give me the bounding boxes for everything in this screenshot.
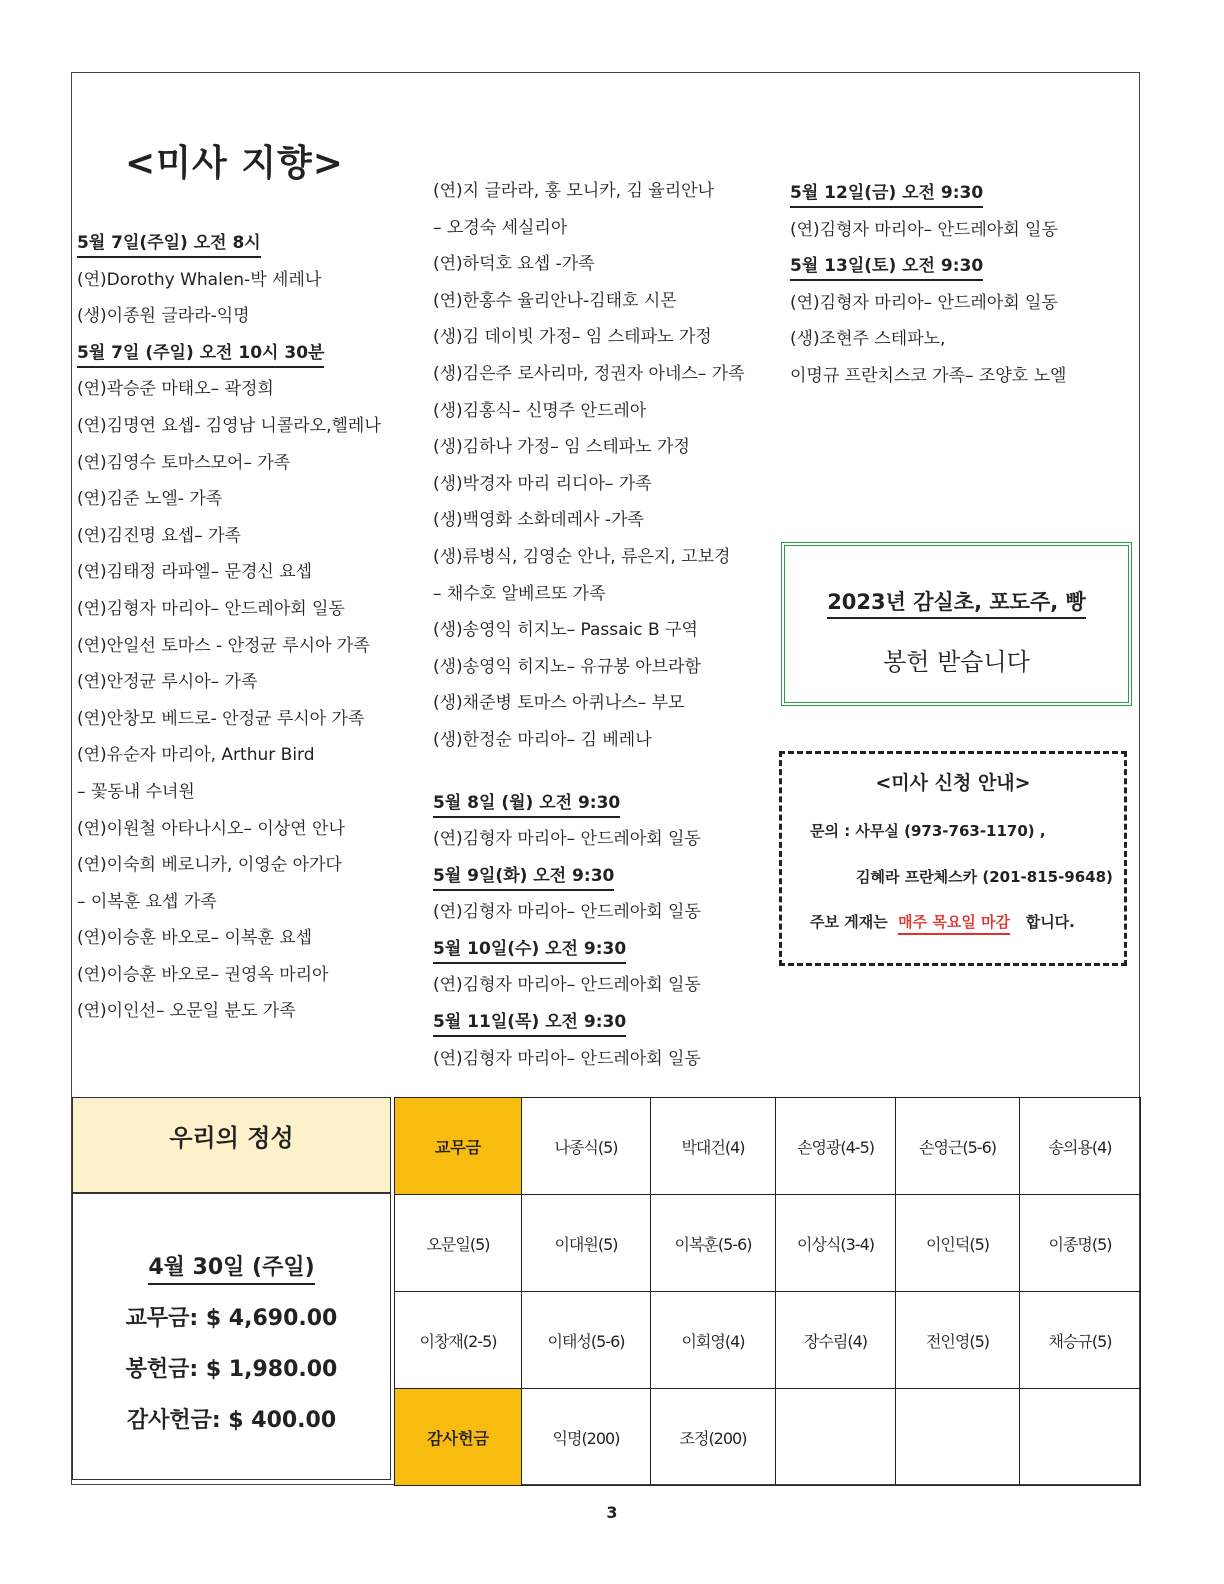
- intention-entry: (연)한홍수 율리안나-김태호 시몬: [433, 290, 677, 311]
- page-number: 3: [606, 1503, 618, 1522]
- donor-cell: 이창재(2-5): [395, 1292, 522, 1389]
- mass-time-heading-text: 5월 13일(토) 오전 9:30: [790, 256, 983, 281]
- donor-cell: 채승규(5): [1020, 1292, 1141, 1389]
- intention-entry: – 채수호 알베르또 가족: [433, 583, 606, 604]
- intention-entry: (연)안일선 토마스 - 안정균 루시아 가족: [77, 635, 370, 656]
- mass-time-heading: [77, 335, 381, 372]
- donor-row: [395, 1292, 1141, 1389]
- mass-time-heading-text: 5월 8일 (월) 오전 9:30: [433, 793, 620, 818]
- donor-cell: [776, 1389, 896, 1486]
- intention-entry: (연)안정균 루시아– 가족: [77, 672, 258, 693]
- summary-date: 4월 30일 (주일): [148, 1255, 314, 1285]
- intention-entry: (생)송영익 히지노– Passaic B 구역: [433, 620, 698, 641]
- mass-time-heading: [433, 931, 745, 968]
- intention-entry: (생)송영익 히지노– 유규봉 아브라함: [433, 656, 701, 677]
- mass-time-heading-text: 5월 7일(주일) 오전 8시: [77, 233, 261, 258]
- intentions-column-1: [77, 225, 381, 1030]
- mass-time-heading: [790, 248, 1066, 285]
- donor-category-cell: 감사헌금: [395, 1389, 522, 1486]
- intention-entry: (연)김영수 토마스모어– 가족: [77, 452, 291, 473]
- intention-entry: (생)조현주 스테파노,: [790, 329, 946, 350]
- mass-time-heading-text: 5월 11일(목) 오전 9:30: [433, 1012, 626, 1037]
- intention-entry: (생)박경자 마리 리디아– 가족: [433, 473, 652, 494]
- offering-notice-box: [781, 542, 1132, 706]
- intention-entry: (연)김형자 마리아– 안드레아회 일동: [433, 829, 701, 850]
- intention-entry: (연)유순자 마리아, Arthur Bird: [77, 745, 315, 766]
- intention-entry: (연)김형자 마리아– 안드레아회 일동: [790, 292, 1058, 313]
- intention-entry: (연)김준 노엘- 가족: [77, 489, 223, 510]
- intention-entry: (연)김형자 마리아– 안드레아회 일동: [433, 1048, 701, 1069]
- intention-entry: (생)이종원 글라라-익명: [77, 306, 250, 327]
- mass-request-info-box: [779, 751, 1127, 966]
- donor-cell: [896, 1389, 1020, 1486]
- donor-cell: 이대원(5): [522, 1195, 651, 1292]
- donor-cell: 익명(200): [522, 1389, 651, 1486]
- deadline-highlight: 매주 목요일 마감: [898, 913, 1010, 935]
- mass-time-heading: [433, 1004, 745, 1041]
- spacer: [433, 759, 745, 785]
- donor-cell: 송의용(4): [1020, 1098, 1141, 1195]
- intention-entry: (연)이승훈 바오로– 권영옥 마리아: [77, 964, 329, 985]
- mass-time-heading-text: 5월 7일 (주일) 오전 10시 30분: [77, 343, 324, 368]
- intention-entry: (연)이원철 아타나시오– 이상연 안나: [77, 818, 345, 839]
- offering-title: 2023년 감실초, 포도주, 빵: [827, 590, 1086, 619]
- intention-entry: (연)안창모 베드로- 안정균 루시아 가족: [77, 708, 365, 729]
- donor-cell: 이인덕(5): [896, 1195, 1020, 1292]
- intention-entry: (연)김명연 요셉- 김영남 니콜라오,헬레나: [77, 415, 381, 436]
- donor-cell: 전인영(5): [896, 1292, 1020, 1389]
- deadline-pre: 주보 게재는: [810, 913, 888, 931]
- intention-entry: – 이복훈 요셉 가족: [77, 891, 217, 912]
- mass-time-heading: [77, 225, 381, 262]
- intention-entry: (연)곽승준 마태오– 곽정희: [77, 379, 274, 400]
- donor-cell: 손영광(4-5): [776, 1098, 896, 1195]
- donor-row: [395, 1389, 1141, 1486]
- intention-entry: (연)Dorothy Whalen-박 세레나: [77, 269, 322, 290]
- donor-row: [395, 1098, 1141, 1195]
- donor-category-cell: 교무금: [395, 1098, 522, 1195]
- donor-cell: 이상식(3-4): [776, 1195, 896, 1292]
- intention-entry: (연)김형자 마리아– 안드레아회 일동: [433, 902, 701, 923]
- donor-cell: 나종식(5): [522, 1098, 651, 1195]
- intention-entry: (연)김형자 마리아– 안드레아회 일동: [433, 975, 701, 996]
- mass-time-heading-text: 5월 9일(화) 오전 9:30: [433, 866, 614, 891]
- donor-cell: 이종명(5): [1020, 1195, 1141, 1292]
- mass-time-heading: [433, 858, 745, 895]
- intention-entry: (연)이숙희 베로니카, 이영순 아가다: [77, 855, 342, 876]
- deadline-notice: [810, 911, 1075, 932]
- donor-cell: 이태성(5-6): [522, 1292, 651, 1389]
- intention-entry: (연)김진명 요셉– 가족: [77, 525, 241, 546]
- intention-entry: (연)이인선– 오문일 분도 가족: [77, 1001, 296, 1022]
- intention-entry: – 꽃동내 수녀원: [77, 781, 195, 802]
- intention-entry: (생)김홍식– 신명주 안드레아: [433, 400, 647, 421]
- intention-entry: (생)채준병 토마스 아퀴나스– 부모: [433, 693, 685, 714]
- contact-person: 김혜라 프란체스카 (201-815-9648): [856, 868, 1113, 886]
- donor-cell: 오문일(5): [395, 1195, 522, 1292]
- intentions-column-3: [790, 175, 1066, 395]
- summary-line-offering: 봉헌금: $ 1,980.00: [125, 1357, 338, 1382]
- intention-entry: (생)김은주 로사리마, 정권자 아네스– 가족: [433, 363, 745, 384]
- mass-time-heading: [790, 175, 1066, 212]
- donor-cell: 박대건(4): [651, 1098, 776, 1195]
- intention-entry: (생)류병식, 김영순 안나, 류은지, 고보경: [433, 546, 731, 567]
- mass-time-heading-text: 5월 12일(금) 오전 9:30: [790, 183, 983, 208]
- intentions-column-2: [433, 173, 745, 1077]
- intention-entry: (생)김하나 가정– 임 스테파노 가정: [433, 437, 690, 458]
- donor-cell: 이복훈(5-6): [651, 1195, 776, 1292]
- mass-request-title: <미사 신청 안내>: [875, 772, 1031, 794]
- donor-cell: 장수림(4): [776, 1292, 896, 1389]
- contact-office: 문의 : 사무실 (973-763-1170) ,: [810, 822, 1046, 840]
- intention-entry: (연)김형자 마리아– 안드레아회 일동: [790, 219, 1058, 240]
- intention-entry: – 오경숙 세실리아: [433, 217, 568, 238]
- intention-entry: (연)이승훈 바오로– 이복훈 요셉: [77, 928, 313, 949]
- intention-entry: (생)한정순 마리아– 김 베레나: [433, 729, 652, 750]
- deadline-post: 합니다.: [1025, 913, 1075, 931]
- intention-entry: (연)김태정 라파엘– 문경신 요셉: [77, 562, 313, 583]
- intention-entry: (생)김 데이빗 가정– 임 스테파노 가정: [433, 327, 712, 348]
- summary-line-thanks: 감사헌금: $ 400.00: [126, 1408, 337, 1433]
- intention-entry: (생)백영화 소화데레사 -가족: [433, 510, 644, 531]
- donor-cell: 이회영(4): [651, 1292, 776, 1389]
- mass-time-heading-text: 5월 10일(수) 오전 9:30: [433, 939, 626, 964]
- intention-entry: 이명규 프란치스코 가족– 조양호 노엘: [790, 365, 1067, 386]
- offering-subtitle: 봉헌 받습니다: [883, 648, 1030, 676]
- intention-entry: (연)하덕호 요셉 -가족: [433, 254, 595, 275]
- mass-time-heading: [433, 785, 745, 822]
- page-title: <미사 지향>: [125, 143, 344, 184]
- donor-row: [395, 1195, 1141, 1292]
- donor-cell: 조정(200): [651, 1389, 776, 1486]
- donor-cell: 손영근(5-6): [896, 1098, 1020, 1195]
- summary-line-tithe: 교무금: $ 4,690.00: [125, 1306, 338, 1331]
- intention-entry: (연)김형자 마리아– 안드레아회 일동: [77, 598, 345, 619]
- donor-table: [394, 1097, 1141, 1486]
- donor-cell: [1020, 1389, 1141, 1486]
- intention-entry: (연)지 글라라, 홍 모니카, 김 율리안나: [433, 181, 714, 201]
- summary-heading: 우리의 정성: [72, 1097, 391, 1193]
- summary-body: [72, 1193, 391, 1480]
